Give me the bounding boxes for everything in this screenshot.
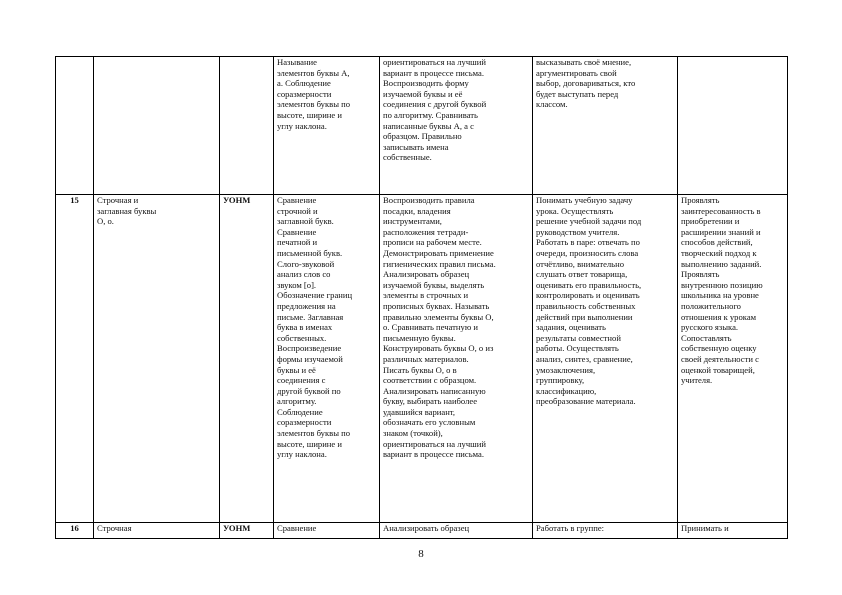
cell-text-line: очереди, произносить слова xyxy=(536,247,639,258)
learning-skills-cell xyxy=(533,57,678,195)
cell-text-line: элементов буквы А, xyxy=(277,67,350,78)
cell-text-line: элементы в строчных и xyxy=(383,290,469,301)
cell-text-line: Воспроизводить правила xyxy=(383,195,475,205)
cell-text-line: Называние xyxy=(277,57,317,67)
cell-text-line: соединения с другой буквой xyxy=(383,99,487,110)
cell-text-line: задания, оценивать xyxy=(536,322,606,333)
cell-text-line: заглавной букв. xyxy=(277,216,334,227)
cell-text-line: внутреннюю позицию xyxy=(681,279,763,290)
cell-text-line: Работать в паре: отвечать по xyxy=(536,237,640,248)
cell-text-line: собственную оценку xyxy=(681,343,757,354)
lesson-topic-cell xyxy=(94,195,220,523)
learning-skills-cell xyxy=(533,195,678,523)
lesson-type-cell: УОНМ xyxy=(220,195,274,523)
cell-text-line: заглавная буквы xyxy=(97,205,157,216)
table-row xyxy=(56,57,788,195)
cell-text-line: приобретении и xyxy=(681,216,740,227)
cell-text-line: гигиенических правил письма. xyxy=(383,258,496,269)
cell-text-line: Сравнение xyxy=(277,523,317,533)
cell-text-line: Демонстрировать применение xyxy=(383,247,494,258)
cell-text-line: расширении знаний и xyxy=(681,226,761,237)
cell-text-line: аргументировать свой xyxy=(536,67,617,78)
cell-text-line: оценкой товарищей, xyxy=(681,364,755,375)
cell-text-line: звуком [о]. xyxy=(277,279,317,290)
lesson-topic-cell xyxy=(94,523,220,539)
cell-text-line: Понимать учебную задачу xyxy=(536,195,633,205)
cell-text-line: ориентироваться на лучший xyxy=(383,438,486,449)
table-body xyxy=(56,57,788,539)
personal-results-cell xyxy=(678,57,788,195)
cell-text-line: заинтересованность в xyxy=(681,205,761,216)
cell-text-line: печатной и xyxy=(277,237,318,248)
cell-text-line: письменной букв. xyxy=(277,247,343,258)
cell-text-line: Сопоставлять xyxy=(681,332,732,343)
cell-text-line: Проявлять xyxy=(681,195,720,205)
learning-skills-cell xyxy=(533,523,678,539)
cell-text-line: различных материалов. xyxy=(383,353,469,364)
cell-text-line: руководством учителя. xyxy=(536,226,620,237)
cell-text-line: другой буквой по xyxy=(277,385,341,396)
lesson-content-cell xyxy=(274,57,380,195)
cell-text-line: Соблюдение xyxy=(277,406,323,417)
cell-text-line: инструментами, xyxy=(383,216,442,227)
cell-text-line: образцом. Правильно xyxy=(383,131,462,142)
cell-text-line: выполнению заданий. xyxy=(681,258,762,269)
cell-text-line: расположения тетради- xyxy=(383,226,469,237)
student-activities-cell xyxy=(380,57,533,195)
cell-text-line: Анализировать написанную xyxy=(383,385,486,396)
cell-text-line: углу наклона. xyxy=(277,449,327,460)
cell-text-line: отношения к урокам xyxy=(681,311,757,322)
cell-text-line: умозаключения, xyxy=(536,364,596,375)
cell-text-line: урока. Осуществлять xyxy=(536,205,614,216)
cell-text-line: буква в именах xyxy=(277,322,333,333)
cell-text-line: элементов буквы по xyxy=(277,99,351,110)
cell-text-line: букву, выбирать наиболее xyxy=(383,396,478,407)
personal-results-cell xyxy=(678,195,788,523)
cell-text-line: о. Сравнивать печатную и xyxy=(383,322,478,333)
lesson-type-cell xyxy=(220,57,274,195)
cell-text-line: анализ слов со xyxy=(277,269,331,280)
cell-text-line: классом. xyxy=(536,99,568,110)
cell-text-line: Анализировать образец xyxy=(383,523,470,533)
cell-text-line: собственных. xyxy=(277,332,327,343)
cell-text-line: по алгоритму. Сравнивать xyxy=(383,109,478,120)
cell-text-line: Обозначение границ xyxy=(277,290,353,301)
cell-text-line: Принимать и xyxy=(681,523,729,533)
cell-text-line: собственные. xyxy=(383,152,432,163)
lesson-number-cell: 15 xyxy=(56,195,94,523)
cell-text-line: прописи на рабочем месте. xyxy=(383,237,482,248)
cell-text-line: удавшийся вариант, xyxy=(383,406,456,417)
cell-text-line: Сравнение xyxy=(277,195,317,205)
cell-text-line: письме. Заглавная xyxy=(277,311,344,322)
cell-text-line: способов действий, xyxy=(681,237,753,248)
table-row xyxy=(56,195,788,523)
cell-text-line: учителя. xyxy=(681,375,713,386)
cell-text-line: соразмерности xyxy=(277,417,332,428)
cell-text-line: записывать имена xyxy=(383,141,449,152)
page-number: 8 xyxy=(418,548,424,560)
cell-text-line: Сравнение xyxy=(277,226,317,237)
personal-results-cell xyxy=(678,523,788,539)
cell-text-line: вариант в процессе письма. xyxy=(383,449,484,460)
student-activities-cell xyxy=(380,195,533,523)
cell-text-line: изучаемой буквы, выделять xyxy=(383,279,485,290)
cell-text-line: группировку, xyxy=(536,375,585,386)
cell-text-line: формы изучаемой xyxy=(277,353,343,364)
cell-text-line: Строчная и xyxy=(97,195,139,205)
cell-text-line: письменную буквы. xyxy=(383,332,456,343)
cell-text-line: действий при выполнении xyxy=(536,311,633,322)
cell-text-line: творческий подход к xyxy=(681,247,757,258)
table-row xyxy=(56,523,788,539)
cell-text-line: посадки, владения xyxy=(383,205,451,216)
lesson-topic-cell xyxy=(94,57,220,195)
lesson-number-cell: 16 xyxy=(56,523,94,539)
cell-text-line: вариант в процессе письма. xyxy=(383,67,484,78)
cell-text-line: слушать ответ товарища, xyxy=(536,269,628,280)
lesson-type-cell: УОНМ xyxy=(220,523,274,539)
cell-text-line: элементов буквы по xyxy=(277,428,351,439)
cell-text-line: строчной и xyxy=(277,205,318,216)
cell-text-line: а. Соблюдение xyxy=(277,78,331,89)
cell-text-line: правильность собственных xyxy=(536,300,636,311)
cell-text-line: правильно элементы буквы О, xyxy=(383,311,494,322)
cell-text-line: прописных буквах. Называть xyxy=(383,300,490,311)
cell-text-line: будет выступать перед xyxy=(536,88,619,99)
cell-text-line: школьника на уровне xyxy=(681,290,759,301)
cell-text-line: соединения с xyxy=(277,375,326,386)
cell-text-line: знаком (точкой), xyxy=(383,428,443,439)
cell-text-line: О, о. xyxy=(97,216,114,227)
lesson-content-cell xyxy=(274,523,380,539)
cell-text-line: Проявлять xyxy=(681,269,720,280)
cell-text-line: обозначать его условным xyxy=(383,417,476,428)
cell-text-line: изучаемой буквы и её xyxy=(383,88,463,99)
cell-text-line: углу наклона. xyxy=(277,120,327,131)
cell-text-line: Слого-звуковой xyxy=(277,258,335,269)
cell-text-line: положительного xyxy=(681,300,741,311)
cell-text-line: Строчная xyxy=(97,523,132,533)
student-activities-cell xyxy=(380,523,533,539)
cell-text-line: Работать в группе: xyxy=(536,523,605,533)
cell-text-line: Анализировать образец xyxy=(383,269,470,280)
cell-text-line: предложения на xyxy=(277,300,336,311)
cell-text-line: высоте, ширине и xyxy=(277,438,342,449)
cell-text-line: Писать буквы О, о в xyxy=(383,364,457,375)
cell-text-line: высоте, ширине и xyxy=(277,109,342,120)
lesson-number-cell xyxy=(56,57,94,195)
cell-text-line: преобразование материала. xyxy=(536,396,636,407)
cell-text-line: выбор, договариваться, кто xyxy=(536,78,636,89)
cell-text-line: Воспроизводить форму xyxy=(383,78,469,89)
cell-text-line: Воспроизведение xyxy=(277,343,342,354)
cell-text-line: написанные буквы А, а с xyxy=(383,120,474,131)
cell-text-line: буквы и её xyxy=(277,364,316,375)
cell-text-line: ориентироваться на лучший xyxy=(383,57,486,67)
cell-text-line: отчётливо, внимательно xyxy=(536,258,624,269)
cell-text-line: Конструировать буквы О, о из xyxy=(383,343,494,354)
cell-text-line: решение учебной задачи под xyxy=(536,216,642,227)
lesson-content-cell xyxy=(274,195,380,523)
cell-text-line: контролировать и оценивать xyxy=(536,290,640,301)
cell-text-line: алгоритму. xyxy=(277,396,317,407)
cell-text-line: своей деятельности с xyxy=(681,353,759,364)
lesson-plan-table xyxy=(55,56,788,539)
cell-text-line: работы. Осуществлять xyxy=(536,343,619,354)
cell-text-line: высказывать своё мнение, xyxy=(536,57,632,67)
cell-text-line: русского языка. xyxy=(681,322,739,333)
cell-text-line: классификацию, xyxy=(536,385,597,396)
cell-text-line: соразмерности xyxy=(277,88,332,99)
cell-text-line: оценивать его правильность, xyxy=(536,279,642,290)
cell-text-line: соответствии с образцом. xyxy=(383,375,477,386)
cell-text-line: анализ, синтез, сравнение, xyxy=(536,353,633,364)
cell-text-line: результаты совместной xyxy=(536,332,621,343)
